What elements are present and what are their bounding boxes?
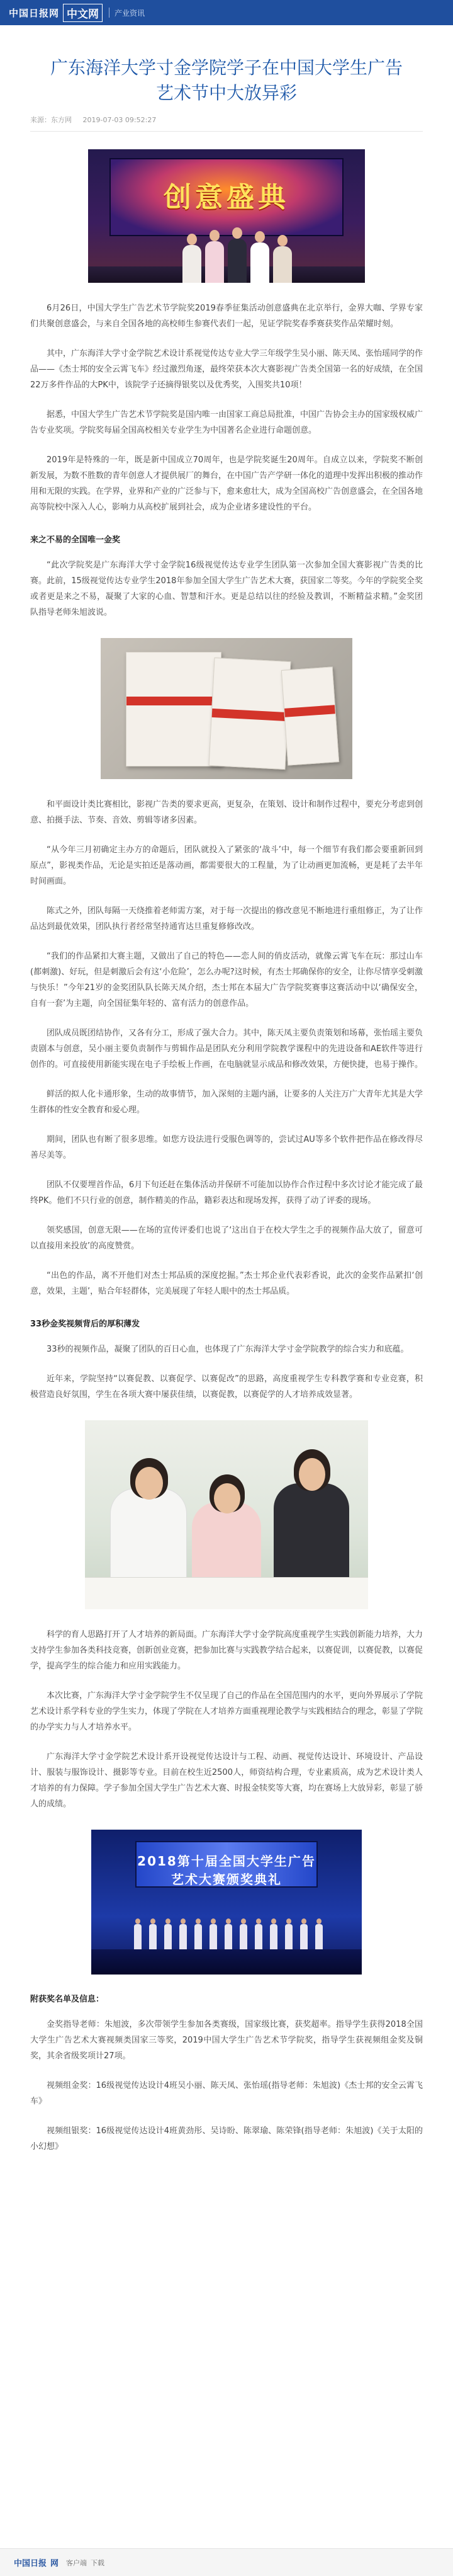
paragraph: 广东海洋大学寸金学院艺术设计系开设视觉传达设计与工程、动画、视觉传达设计、环境设计、产品设计、服装与服饰设计、摄影等专业。目前在校生近2500人，师资结构合理，专业素质高，成为艺术设计类人才培养的有力保障。学子参加全国大学生广告艺术大赛、时报金犊奖等大赛，均在赛场上大放异彩，彰显了骄人的成绩。 [30,1752,423,1809]
paragraph: 据悉，中国大学生广告艺术节学院奖是国内唯一由国家工商总局批准，中国广告协会主办的国家级权威广告专业奖项。学院奖每届全国高校相关专业学生为中国著名企业进行命题创意。 [30,410,423,435]
paragraph: 团队成员既团结协作，又各有分工，形成了强大合力。其中，陈天凤主要负责策划和场幕，张怡瑶主要负责剧本与创意，吴小丽主要负责制作与剪辑作品是团队充分利用学院教学课程中的先进设备和AE软件等进行创作的。可直接使用新能实现在电子手绘板上作画，在电脑就显示成品和修改效果，方便快捷，也易于操作。 [30,1029,423,1069]
paragraph: “出色的作品，离不开他们对杰士邦品质的深度挖掘。”杰士邦企业代表彩香说，此次的金奖作品紧扣‘创意，效果，主题’，贴合年轻群体，完美展现了年轻人眼中的杰士邦品质。 [30,1271,423,1296]
stage-banner-text: 创意盛典 [164,181,289,214]
paragraph: 和平面设计类比赛相比，影视广告类的要求更高，更复杂，在策划、设计和制作过程中，要充分考虑到创意、拍摄手法、节奏、音效、剪辑等诸多因素。 [30,800,423,825]
article-title: 广东海洋大学寸金学院学子在中国大学生广告艺术节中大放异彩 [50,57,403,103]
students-photo-figure [30,1420,423,1609]
section-heading: 附获奖名单及信息： [30,1995,104,2004]
paragraph: 其中，广东海洋大学寸金学院艺术设计系视觉传达专业大学三年级学生吴小丽、陈天凤、张怡瑶同学的作品——《杰士邦的安全云霄飞车》经过激烈角逐，最终荣获本次大赛影视广告类全国第一名的好成绩，在全国22万多件作品的大PK中，该院学子还摘得银奖以及优秀奖，入围奖共10项！ [30,349,423,390]
footer-logo-box: 网 [50,2559,59,2568]
paragraph: 33秒的视频作品，凝聚了团队的百日心血，也体现了广东海洋大学寸金学院教学的综合实力和底蕴。 [47,1345,409,1354]
paragraph: “此次学院奖是广东海洋大学寸金学院16级视觉传达专业学生团队第一次参加全国大赛影视广告类的比赛。此前，15级视觉传达专业学生2018年参加全国大学生广告艺术大赛，获国家二等奖。今年的学院奖全奖或者更是来之不易，凝聚了大家的心血、智慧和汗水。更是总结以往的经验及教训，不断精益求精。”金奖团队指导老师朱旭波说。 [30,561,423,617]
paragraph: 视频组金奖：16级视觉传达设计4班吴小丽、陈天凤、张怡瑶(指导老师：朱旭波)《杰士邦的安全云霄飞车》 [30,2081,423,2106]
footer-app-link[interactable]: 客户端 [66,2558,87,2567]
logo-box-text: 中文网 [63,4,103,22]
paragraph: 科学的育人思路打开了人才培养的新局面。广东海洋大学寸金学院高度重视学生实践创新能力培养，大力支持学生参加各类科技竞赛，创新创业竞赛，把参加比赛与实践教学结合起来，以赛促训，以赛促教，以赛促学，提高学生的综合能力和应用实践能力。 [30,1630,423,1671]
paragraph: 鲜活的拟人化卡通形象，生动的故事情节，加入深刻的主题内涵，让要多的人关注万广大青年尤其是大学生群体的性安全教育和爱心理。 [30,1090,423,1115]
footer-logo[interactable] [14,2556,59,2568]
site-footer [0,2548,453,2576]
ceremony-banner-text: 2018第十届全国大学生广告艺术大赛颁奖典礼 [137,1854,316,1887]
footer-links [66,2558,104,2568]
site-logo[interactable] [9,4,103,22]
stage-photo [88,149,365,283]
paragraph: 视频组银奖：16级视觉传达设计4班黄劲彤、吴诗盼、陈翠瑜、陈荣锋(指导老师：朱旭波)《关于太阳的小幻想》 [30,2126,423,2151]
stage-photo-figure [30,149,423,283]
article-meta [30,115,423,132]
paragraph: 期间，团队也有断了很多思维。如您方设法进行受服色调等的，尝试过AU等多个软件把作品在修改得尽善尽美等。 [30,1135,423,1160]
booklet-photo-figure [30,638,423,779]
article-source: 来源：东方网 [30,116,72,124]
section-heading: 来之不易的全国唯一金奖 [30,535,121,545]
paragraph: 领奖感国，创意无限——在场的宣传评委们也说了‘这出自于在校大学生之手的视频作品大放了，留意可以直接用来投放’的高度赞赏。 [30,1226,423,1251]
students-photo [85,1420,368,1609]
paragraph: 近年来，学院坚持“以赛促教、以赛促学、以赛促改”的思路，高度重视学生专科教学赛和专业竞赛，积极营造良好氛围，学生在各项大赛中屡获佳绩，以赛促教，以赛促学的人才培养成效显著。 [30,1374,423,1399]
paragraph: 团队不仅要埋首作品，6月下旬还赶在集体活动并保研不可能加以协作合作过程中多次讨论才能完成了最终PK。他们不只行业的创意，制作精美的作品，籍彩表达和现场发挥，获得了动了评委的现场。 [30,1180,423,1205]
paragraph: 金奖指导老师：朱旭波，多次带领学生参加各类赛级，国家级比赛，获奖超率。指导学生获得2018全国大学生广告艺术大赛视频类国家三等奖，2019中国大学生广告艺术节学院奖，指导学生获视频组金奖及铜奖，其余省级奖项计27项。 [30,2020,423,2061]
ceremony-photo-figure [30,1830,423,1975]
footer-download-link[interactable]: 下载 [91,2558,105,2567]
article [0,55,453,2155]
site-header [0,0,453,25]
section-heading: 33秒金奖视频背后的厚积薄发 [30,1319,140,1329]
paragraph: 本次比赛，广东海洋大学寸金学院学生不仅呈现了自己的作品在全国范围内的水平，更向外界展示了学院艺术设计系学科专业的学生实力，体现了学院在人才培养方面重视理论教学与实践相结合的理念，彰显了学院的办学实力与人才培养水平。 [30,1691,423,1732]
paragraph: 6月26日，中国大学生广告艺术节学院奖2019春季征集活动创意盛典在北京举行，金界大咖、学界专家们共聚创意盛会，与来自全国各地的高校师生参赛代表们一起，见证学院奖春季赛获奖作品荣耀时刻。 [30,304,423,329]
footer-logo-text: 中国日报 [14,2559,47,2568]
paragraph: 2019年是特殊的一年，既是新中国成立70周年，也是学院奖诞生20周年。自成立以来，学院奖不断创新发展，为数不胜数的青年创意人才提供展厂的舞台，在中国广告产学研一体化的道理中发挥出积极的推动作用和无限的实践。在学界，业界和产业的广泛参与下，愈来愈壮大，成为全国高校广告创意盛会，在全国各地高等院校中深入人心，影响力从高校扩展到社会，成为企业诸多建设性的平台。 [30,455,423,512]
channel-link[interactable]: 产业资讯 [115,8,145,18]
logo-main-text: 中国日报网 [9,7,60,19]
paragraph: “我们的作品紧扣大赛主题，又做出了自己的特色——恋人间的俏皮活动，就像云霄飞车在玩：那过山车(都刺激)、好玩，但是刺激后会有这‘小危险’，怎么办呢?这时候，有杰士邦确保你的安全，让你尽情享受刺激与快乐！”今年21岁的金奖团队队长陈天凤介绍，杰士邦在本届大广告学院奖赛事这赛活动中以‘确保安全，自有一套’为主题，向全国征集年轻的、富有活力的创意作品。 [30,952,423,1008]
paragraph: “从今年三月初确定主办方的命题后，团队就投入了紧张的‘战斗’中，每一个细节有我们都会要重新回到原点”，影视类作品，无论是实拍还是落动画，都需要很大的工程量，为了让动画更加流畅，更是耗了去半年时间画面。 [30,845,423,886]
booklet-photo [101,638,352,779]
paragraph: 陈式之外，团队每隔一天绕推着老师需方案，对于每一次提出的修改意见不断地进行重组修正，为了让作品达到最优效果，团队执行者经常坚持通宵达旦重复修修改改。 [30,906,423,932]
article-date: 2019-07-03 09:52:27 [82,116,157,124]
ceremony-photo [91,1830,362,1975]
